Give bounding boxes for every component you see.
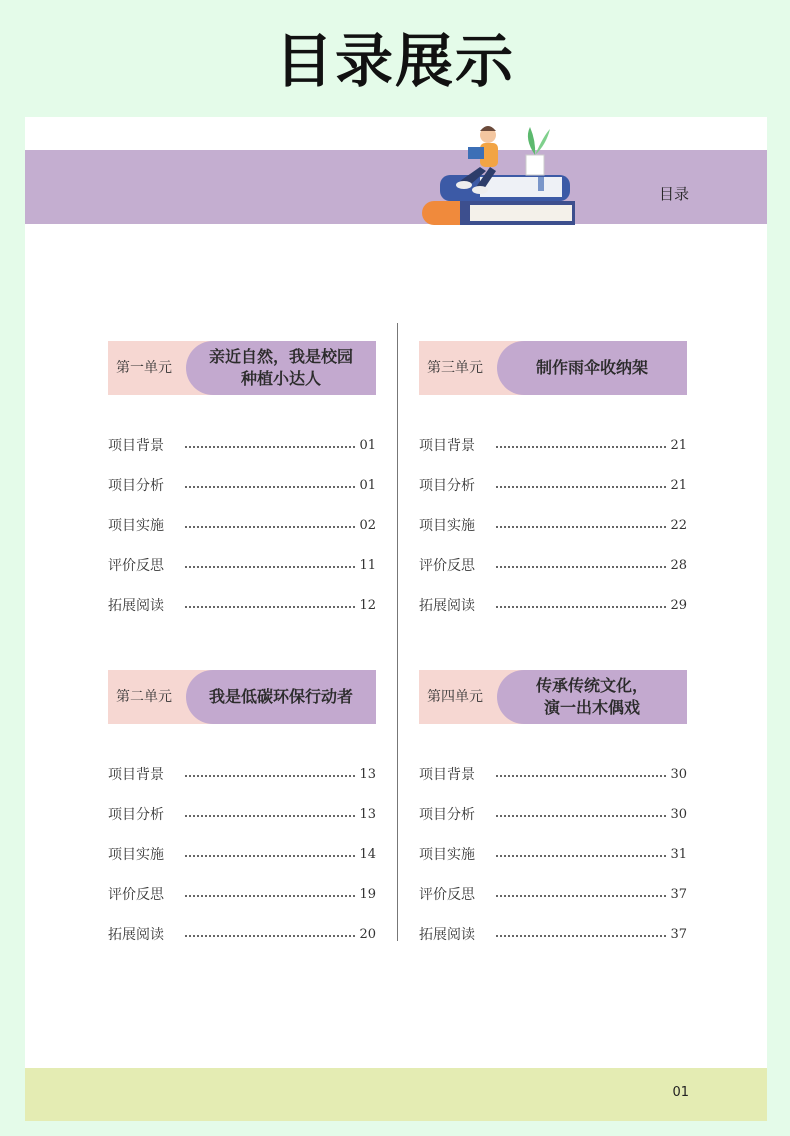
toc-entry-page: 13 [359,806,376,822]
toc-entry-page: 14 [359,846,376,862]
toc-entry[interactable] [419,834,687,874]
header-label: 目录 [658,185,689,203]
toc-entry[interactable] [108,874,376,914]
toc-entry-page: 29 [670,597,687,613]
dot-leader [185,855,355,857]
toc-entry[interactable] [108,505,376,545]
toc-entry-label: 项目背景 [108,438,164,454]
header-band [25,150,767,224]
toc-entry-page: 21 [670,477,687,493]
toc-entry[interactable] [419,425,687,465]
unit-4 [419,670,687,954]
toc-entry[interactable] [108,585,376,625]
unit-number: 第二单元 [116,689,172,705]
toc-entry-page: 20 [359,926,376,942]
unit-title: 传承传统文化， 演一出木偶戏 [535,676,648,717]
toc-entry[interactable] [419,794,687,834]
toc-entry-page: 01 [359,437,376,453]
toc-entry-label: 项目分析 [419,807,475,823]
dot-leader [496,815,666,817]
dot-leader [496,606,666,608]
unit-header [108,341,376,395]
toc-entry-label: 项目分析 [419,478,475,494]
toc-entry-page: 21 [670,437,687,453]
toc-entry-label: 项目背景 [108,767,164,783]
toc-entry-page: 37 [670,886,687,902]
toc-list [108,754,376,954]
column-divider [397,323,398,941]
toc-entry-label: 评价反思 [419,887,475,903]
dot-leader [185,446,355,448]
dot-leader [185,486,355,488]
dot-leader [496,446,666,448]
unit-header [108,670,376,724]
toc-entry[interactable] [419,914,687,954]
dot-leader [185,566,355,568]
toc-entry-label: 评价反思 [108,887,164,903]
toc-entry[interactable] [108,794,376,834]
unit-title: 我是低碳环保行动者 [208,687,353,706]
dot-leader [496,526,666,528]
toc-entry-page: 19 [359,886,376,902]
toc-entry[interactable] [419,874,687,914]
dot-leader [185,815,355,817]
dot-leader [496,486,666,488]
toc-entry-label: 项目实施 [419,518,475,534]
toc-entry-page: 11 [359,557,376,573]
toc-entry[interactable] [419,585,687,625]
toc-entry-page: 30 [670,806,687,822]
toc-entry-label: 评价反思 [108,558,164,574]
unit-title-pill [497,670,687,724]
toc-entry-page: 01 [359,477,376,493]
toc-entry-label: 拓展阅读 [108,927,164,943]
toc-entry-page: 12 [359,597,376,613]
dot-leader [185,935,355,937]
unit-title: 制作雨伞收纳架 [535,358,648,377]
dot-leader [185,895,355,897]
unit-header [419,341,687,395]
unit-title-pill [186,341,376,395]
footer-band [25,1068,767,1121]
toc-entry-page: 30 [670,766,687,782]
dot-leader [496,775,666,777]
page-number: 01 [672,1085,689,1100]
toc-entry-label: 项目实施 [108,847,164,863]
toc-entry-label: 项目分析 [108,807,164,823]
toc-entry[interactable] [419,545,687,585]
toc-entry-label: 项目分析 [108,478,164,494]
toc-entry-page: 22 [670,517,687,533]
unit-number: 第一单元 [116,360,172,376]
toc-entry-label: 项目实施 [108,518,164,534]
unit-header [419,670,687,724]
toc-entry-page: 28 [670,557,687,573]
toc-entry-label: 拓展阅读 [108,598,164,614]
dot-leader [185,775,355,777]
unit-number: 第四单元 [427,689,483,705]
toc-entry[interactable] [108,465,376,505]
toc-entry[interactable] [419,505,687,545]
toc-entry-page: 02 [359,517,376,533]
toc-entry[interactable] [108,834,376,874]
reading-student-illustration [420,121,590,229]
toc-list [108,425,376,625]
banner-title: 目录展示 [274,27,515,95]
dot-leader [185,526,355,528]
unit-title-pill [186,670,376,724]
dot-leader [185,606,355,608]
unit-3 [419,341,687,625]
toc-entry-page: 37 [670,926,687,942]
unit-title-pill [497,341,687,395]
toc-entry-label: 项目实施 [419,847,475,863]
unit-title: 亲近自然，我是校园 种植小达人 [208,347,353,388]
dot-leader [496,935,666,937]
toc-entry[interactable] [108,914,376,954]
toc-entry-label: 拓展阅读 [419,927,475,943]
unit-1 [108,341,376,625]
unit-number: 第三单元 [427,360,483,376]
toc-entry-page: 13 [359,766,376,782]
unit-2 [108,670,376,954]
toc-page [25,117,767,1121]
toc-entry[interactable] [419,754,687,794]
toc-entry[interactable] [108,425,376,465]
dot-leader [496,855,666,857]
toc-entry-label: 拓展阅读 [419,598,475,614]
dot-leader [496,566,666,568]
toc-entry-label: 项目背景 [419,438,475,454]
toc-entry[interactable] [108,754,376,794]
dot-leader [496,895,666,897]
toc-entry-page: 31 [670,846,687,862]
toc-entry-label: 项目背景 [419,767,475,783]
toc-entry[interactable] [419,465,687,505]
toc-entry-label: 评价反思 [419,558,475,574]
toc-entry[interactable] [108,545,376,585]
toc-list [419,425,687,625]
toc-list [419,754,687,954]
